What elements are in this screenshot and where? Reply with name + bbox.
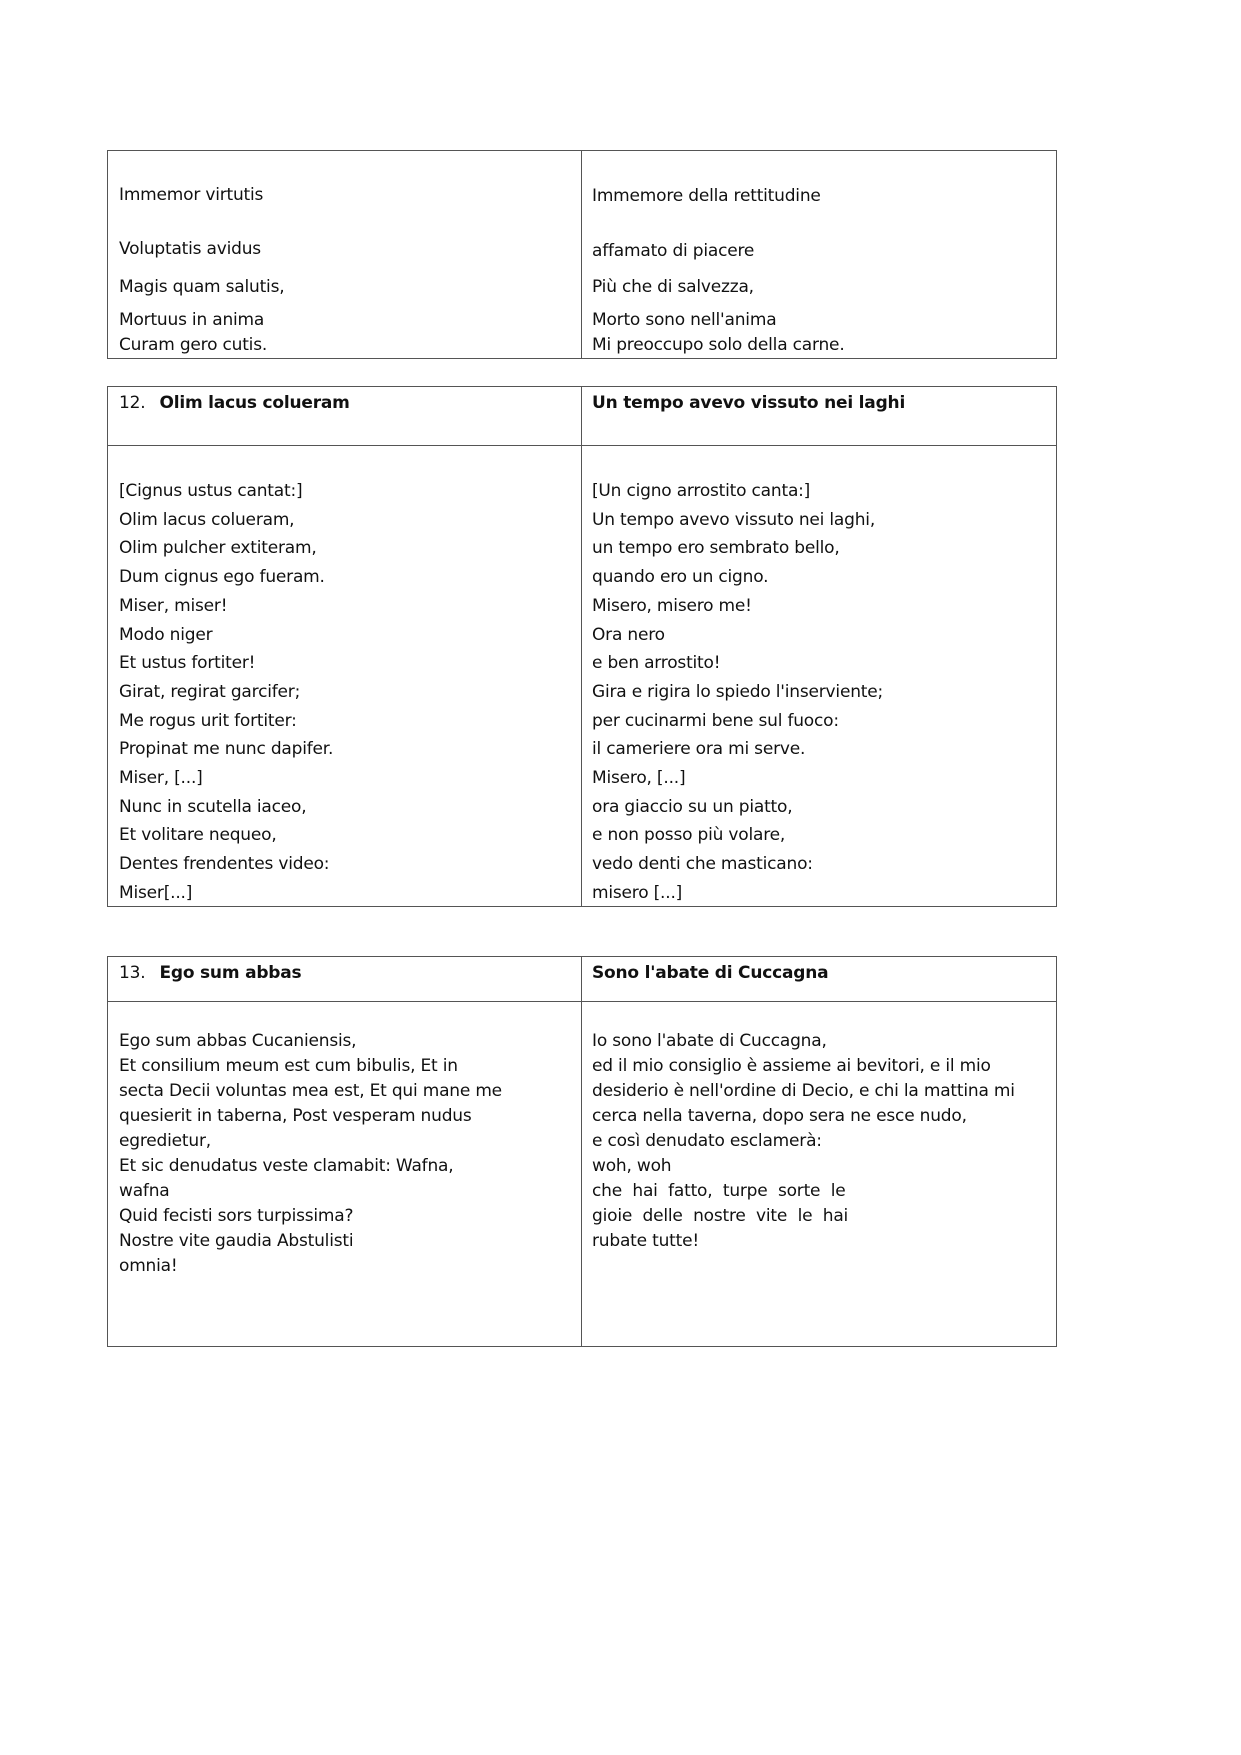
verse-line: Quid fecisti sors turpissima? bbox=[119, 1206, 354, 1226]
verse-line: vedo denti che masticano: bbox=[592, 854, 813, 875]
verse-line: [Cignus ustus cantat:] bbox=[119, 481, 303, 501]
italian-line: Morto sono nell'anima bbox=[592, 310, 777, 330]
italian-line: Immemore della rettitudine bbox=[592, 186, 821, 206]
verse-line: Olim pulcher extiteram, bbox=[119, 538, 317, 559]
latin-title: Ego sum abbas bbox=[159, 963, 302, 983]
section-number: 13. bbox=[119, 963, 146, 983]
latin-line: Voluptatis avidus bbox=[119, 239, 261, 259]
verse-line: Girat, regirat garcifer; bbox=[119, 681, 301, 702]
verse-line: Ora nero bbox=[592, 624, 665, 645]
column-divider bbox=[581, 151, 582, 358]
verse-line: gioie delle nostre vite le hai bbox=[592, 1206, 849, 1226]
verse-line: rubate tutte! bbox=[592, 1231, 699, 1251]
italian-line: Mi preoccupo solo della carne. bbox=[592, 335, 845, 355]
section-title-italian: Sono l'abate di Cuccagna bbox=[592, 963, 829, 983]
verse-line: Miser[...] bbox=[119, 882, 193, 903]
verse-line: Propinat me nunc dapifer. bbox=[119, 739, 334, 760]
section-title-italian: Un tempo avevo vissuto nei laghi bbox=[592, 393, 906, 413]
verse-line: Misero, misero me! bbox=[592, 595, 752, 616]
verse-line: e non posso più volare, bbox=[592, 825, 786, 846]
column-divider bbox=[581, 387, 582, 906]
verse-line: Ego sum abbas Cucaniensis, bbox=[119, 1031, 357, 1051]
verse-line: Et sic denudatus veste clamabit: Wafna, bbox=[119, 1156, 454, 1176]
italian-verse bbox=[592, 477, 883, 908]
verse-line: misero [...] bbox=[592, 882, 683, 903]
verse-table-12 bbox=[107, 386, 1057, 907]
verse-line: e ben arrostito! bbox=[592, 653, 721, 674]
verse-line: per cucinarmi bene sul fuoco: bbox=[592, 710, 839, 731]
italian-line: affamato di piacere bbox=[592, 241, 755, 261]
verse-line: Et consilium meum est cum bibulis, Et in bbox=[119, 1056, 458, 1076]
header-divider bbox=[108, 1001, 1056, 1002]
verse-line: Miser, [...] bbox=[119, 768, 203, 789]
verse-line: che hai fatto, turpe sorte le bbox=[592, 1181, 846, 1201]
latin-line: Curam gero cutis. bbox=[119, 335, 268, 355]
latin-verse bbox=[119, 1029, 502, 1279]
verse-line: omnia! bbox=[119, 1256, 178, 1276]
verse-line: Io sono l'abate di Cuccagna, bbox=[592, 1031, 827, 1051]
header-divider bbox=[108, 445, 1056, 446]
section-title-latin bbox=[119, 393, 350, 413]
verse-line: ora giaccio su un piatto, bbox=[592, 796, 793, 817]
verse-line: ed il mio consiglio è assieme ai bevitori, e il mio bbox=[592, 1056, 991, 1076]
verse-line: [Un cigno arrostito canta:] bbox=[592, 481, 811, 501]
verse-line: Nostre vite gaudia Abstulisti bbox=[119, 1231, 354, 1251]
verse-line: Gira e rigira lo spiedo l'inserviente; bbox=[592, 681, 884, 702]
verse-line: Me rogus urit fortiter: bbox=[119, 710, 297, 731]
verse-line: Modo niger bbox=[119, 624, 213, 645]
latin-verse bbox=[119, 477, 333, 908]
verse-line: Et volitare nequeo, bbox=[119, 825, 277, 846]
verse-line: un tempo ero sembrato bello, bbox=[592, 538, 840, 559]
verse-line: e così denudato esclamerà: bbox=[592, 1131, 822, 1151]
verse-line: il cameriere ora mi serve. bbox=[592, 739, 806, 760]
verse-line: woh, woh bbox=[592, 1156, 672, 1176]
verse-line: cerca nella taverna, dopo sera ne esce nudo, bbox=[592, 1106, 967, 1126]
latin-title: Olim lacus colueram bbox=[159, 393, 350, 413]
verse-line: Et ustus fortiter! bbox=[119, 653, 256, 674]
section-title-latin bbox=[119, 963, 301, 983]
italian-line: Più che di salvezza, bbox=[592, 277, 754, 297]
section-number: 12. bbox=[119, 393, 146, 413]
verse-line: Dum cignus ego fueram. bbox=[119, 567, 325, 588]
verse-line: Olim lacus colueram, bbox=[119, 509, 295, 530]
verse-table-11-end bbox=[107, 150, 1057, 359]
column-divider bbox=[581, 957, 582, 1346]
verse-line: Miser, miser! bbox=[119, 595, 228, 616]
verse-line: Misero, [...] bbox=[592, 768, 686, 789]
verse-line: secta Decii voluntas mea est, Et qui mane me bbox=[119, 1081, 502, 1101]
latin-line: Mortuus in anima bbox=[119, 310, 265, 330]
latin-line: Magis quam salutis, bbox=[119, 277, 285, 297]
verse-line: desiderio è nell'ordine di Decio, e chi la mattina mi bbox=[592, 1081, 1015, 1101]
verse-line: quesierit in taberna, Post vesperam nudus bbox=[119, 1106, 472, 1126]
verse-line: egredietur, bbox=[119, 1131, 211, 1151]
italian-verse bbox=[592, 1029, 1015, 1254]
verse-line: Dentes frendentes video: bbox=[119, 854, 330, 875]
verse-line: quando ero un cigno. bbox=[592, 567, 769, 588]
latin-line: Immemor virtutis bbox=[119, 185, 264, 205]
verse-table-13 bbox=[107, 956, 1057, 1347]
verse-line: wafna bbox=[119, 1181, 170, 1201]
verse-line: Un tempo avevo vissuto nei laghi, bbox=[592, 509, 876, 530]
verse-line: Nunc in scutella iaceo, bbox=[119, 796, 307, 817]
